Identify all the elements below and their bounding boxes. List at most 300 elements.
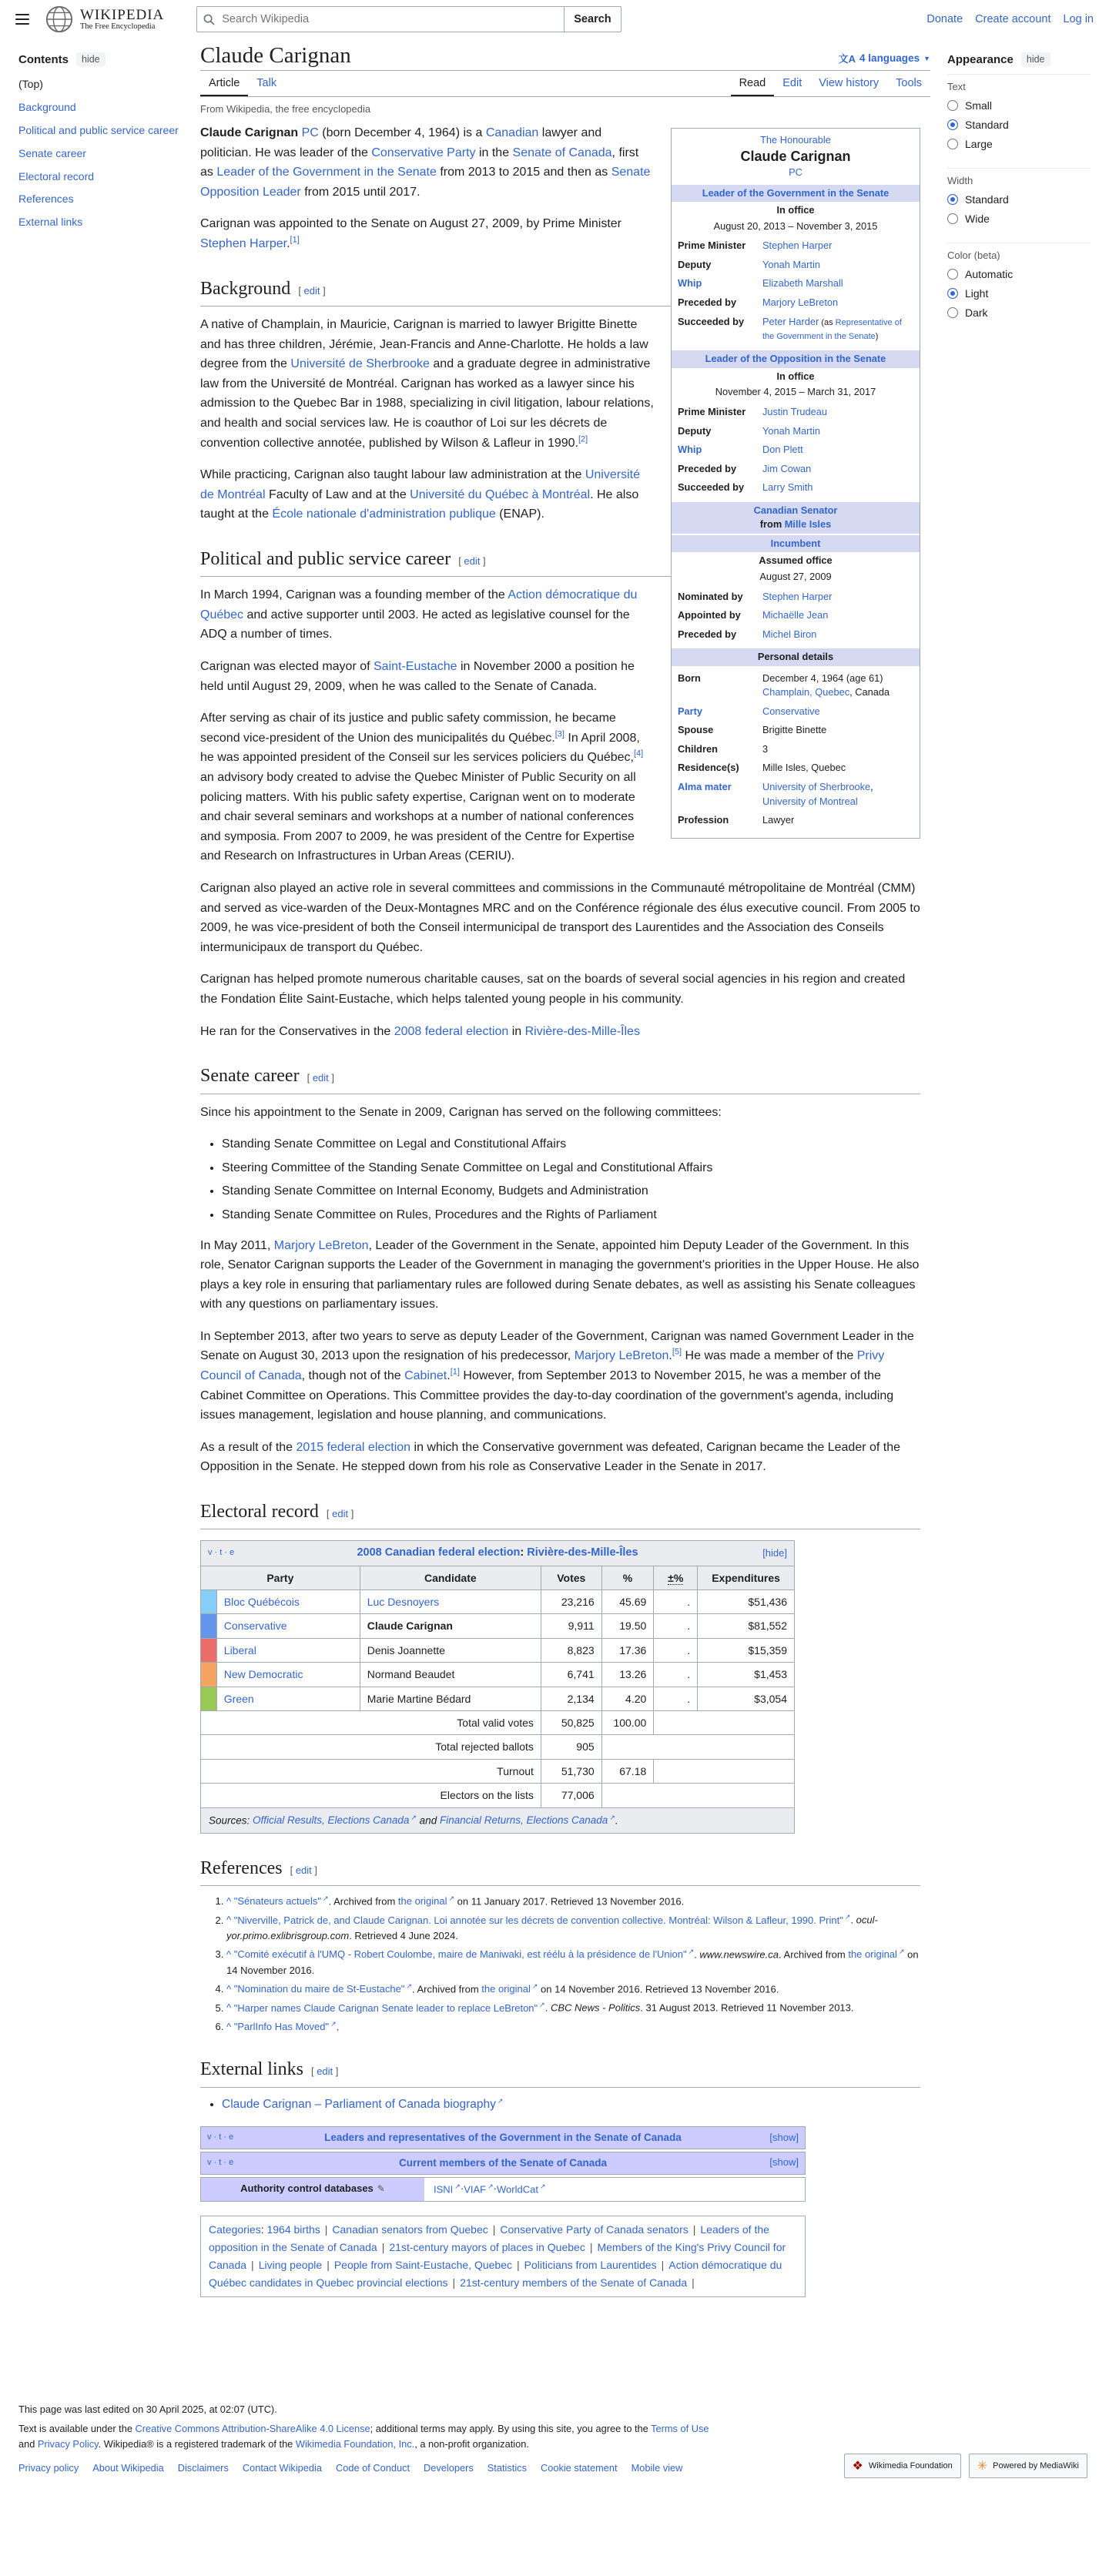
navbox-title[interactable]: Current members of the Senate of Canada [398, 2157, 608, 2169]
link[interactable]: ↗ [531, 1981, 538, 1990]
link[interactable]: "Harper names Claude Carignan Senate leader to replace LeBreton" ↗ [233, 2001, 545, 2014]
infobox-in-office-label: In office [776, 370, 815, 382]
appearance-group [947, 243, 1091, 333]
link[interactable]: Champlain, Quebec [762, 686, 850, 698]
link[interactable]: "Comité exécutif à l'UMQ - Robert Coulombe, maire de Maniwaki, est réélu à la présidence de l'Union" ↗ [233, 1948, 695, 1961]
committee-list [200, 1134, 920, 1224]
toc-hide-button[interactable]: hide [76, 52, 106, 66]
link[interactable]: Stephen Harper [200, 236, 287, 250]
text: ocul-yor.primo.exlibrisgroup.com [226, 1914, 878, 1941]
link[interactable]: ↗ [454, 2182, 461, 2190]
radio-button-icon[interactable] [947, 194, 958, 205]
link[interactable]: Conservative [223, 1620, 287, 1633]
link[interactable]: Marjory LeBreton [762, 296, 839, 308]
table-of-contents [18, 43, 183, 2297]
link[interactable]: Yonah Martin [762, 258, 820, 270]
table-hide-button[interactable]: [hide] [762, 1546, 787, 1559]
navbox-show-button[interactable]: [show] [769, 2156, 799, 2169]
edit-link[interactable]: edit [317, 2065, 333, 2078]
radio-button-icon[interactable] [947, 139, 958, 149]
link[interactable]: ↗ [330, 2019, 337, 2028]
link[interactable]: Jim Cowan [762, 462, 812, 474]
votes-cell: 23,216 [541, 1590, 601, 1614]
link[interactable]: Financial Returns, Elections Canada ↗ [439, 1813, 615, 1827]
category-link[interactable]: Politicians from Laurentides [524, 2258, 657, 2271]
infobox-office2-title[interactable]: Leader of the Opposition in the Senate [705, 353, 886, 365]
category-link[interactable]: Living people [258, 2258, 323, 2271]
link[interactable]: Whip [678, 277, 702, 290]
appearance-option[interactable]: Standard [947, 193, 1091, 206]
link[interactable]: the original ↗ [848, 1948, 905, 1961]
appearance-option[interactable]: Standard [947, 119, 1091, 131]
radio-button-icon[interactable] [947, 100, 958, 111]
pct-cell: 17.36 [601, 1638, 654, 1662]
section-heading-references: References [ edit ] [200, 1854, 920, 1886]
candidate-cell [360, 1590, 541, 1614]
link[interactable]: Alma mater [678, 780, 732, 792]
link[interactable]: ^ [226, 1948, 232, 1961]
lead-paragraph-2: Carignan was appointed to the Senate on August 27, 2009, by Prime Minister Stephen Harper.[1] [200, 217, 622, 250]
link[interactable]: Michaëlle Jean [762, 609, 829, 621]
toc-item[interactable]: Political and public service career [18, 123, 179, 136]
view-tab[interactable]: Read [731, 71, 775, 96]
link[interactable]: Representative of the Government in the Senate [762, 317, 902, 342]
infobox-row-value [762, 423, 920, 440]
infobox-row [672, 293, 920, 313]
election-table-title [262, 1544, 733, 1562]
infobox-row-label: Deputy [678, 258, 712, 270]
link[interactable]: ^ [226, 2020, 232, 2032]
footer-link[interactable]: Statistics [487, 2461, 527, 2474]
election-result-row [201, 1590, 795, 1614]
link[interactable]: 2008 Canadian federal election [357, 1546, 521, 1559]
external-links-list [200, 2095, 920, 2115]
edit-link[interactable]: edit [332, 1508, 349, 1520]
link[interactable]: Wikimedia Foundation, Inc. [295, 2437, 415, 2450]
wikimedia-foundation-badge[interactable]: ❖ Wikimedia Foundation [844, 2454, 961, 2478]
link[interactable]: Liberal [223, 1643, 256, 1656]
reference-item: 4. ^ "Nomination du maire de St-Eustache" ↗. Archived from the original ↗ on 14 November 2016. Retrieved 13 November 2016. [226, 1981, 920, 1997]
link[interactable]: Larry Smith [762, 481, 813, 494]
pct-cell: 4.20 [601, 1687, 654, 1710]
link[interactable]: Université du Québec à Montréal [410, 487, 591, 501]
toc-item[interactable]: References [18, 193, 74, 206]
paragraph: Carignan was elected mayor of Saint-Eustache in November 2000 a position he held until August 29, 2009, when he was called to the Senate of Canada. [200, 660, 635, 693]
link[interactable]: Rivière-des-Mille-Îles [524, 1024, 640, 1038]
footer-link[interactable]: About Wikipedia [92, 2461, 164, 2474]
infobox-row-label: Children [678, 742, 718, 755]
link[interactable]: Creative Commons Attribution-ShareAlike 4.0 License [135, 2423, 370, 2435]
navbox-vte-links[interactable]: v · t · e [207, 2132, 234, 2142]
votes-cell: 2,134 [541, 1687, 601, 1710]
link[interactable]: Bloc Québécois [223, 1596, 300, 1609]
tab[interactable]: Article [200, 71, 248, 96]
category-link[interactable]: People from Saint-Eustache, Quebec [333, 2258, 512, 2271]
appearance-option[interactable]: Large [947, 138, 1091, 150]
link[interactable]: ↗ [410, 1813, 417, 1821]
infobox-row [672, 313, 920, 347]
search-icon [203, 14, 215, 25]
infobox-in-office-label: In office [776, 204, 815, 216]
infobox-row-value [762, 461, 920, 478]
link[interactable]: ↗ [323, 1894, 329, 1903]
link[interactable]: Rivière-des-Mille-Îles [527, 1546, 638, 1559]
infobox-senator-title [672, 502, 920, 534]
link[interactable]: ↗ [539, 2001, 545, 2009]
change-cell: . [654, 1638, 698, 1662]
link[interactable]: Canadian Senator [753, 504, 838, 516]
appearance-panel [947, 43, 1091, 2297]
link[interactable]: ↗ [539, 2182, 546, 2190]
infobox-row-value [762, 441, 920, 459]
link[interactable]: 2008 federal election [394, 1024, 509, 1038]
infobox-row-value [762, 703, 920, 721]
user-links [926, 13, 1094, 25]
section-heading-electoral-record: Electoral record [ edit ] [200, 1497, 920, 1529]
appearance-title: Appearance [947, 52, 1014, 66]
mediawiki-logo-icon: ✳ [977, 2459, 988, 2473]
link[interactable]: ^ [226, 1914, 232, 1926]
link[interactable]: Michel Biron [762, 628, 817, 640]
link[interactable]: Senate Opposition Leader [200, 166, 651, 199]
votes-cell: 9,911 [541, 1614, 601, 1638]
infobox-row-value [762, 237, 920, 255]
candidate-cell [360, 1614, 541, 1638]
categories-bar: Categories: 1964 births | Canadian senators from Quebec | Conservative Party of Canada senators | Leaders of the opposition in the Senate of Canada | 21st-century mayors of places in Quebec | Members of the King's Privy Council for Canada | Living people | People from Saint-Eustache, Quebec | Politicians from Laurentides | Action démocratique du Québec candidates in Quebec provincial elections | 21st-century members of the Senate of Canada | [200, 2216, 806, 2297]
globe-icon [45, 5, 74, 34]
infobox-row [672, 625, 920, 645]
link[interactable]: [5] [672, 1348, 682, 1358]
category-link[interactable]: Conservative Party of Canada senators [500, 2223, 689, 2236]
paragraph: He ran for the Conservatives in the 2008 federal election in Rivière-des-Mille-Îles [200, 1024, 640, 1038]
footer-link[interactable]: Cookie statement [540, 2461, 618, 2474]
link[interactable]: Yonah Martin [762, 424, 820, 437]
infobox-row-label: Nominated by [678, 590, 743, 602]
paragraph: In September 2013, after two years to serve as deputy Leader of the Government, Carignan was named Government Leader in the Senate on August 30, 2013 upon the resignation of his predecessor, Marjory LeBreton.[5] He was made a member of the Privy Council of Canada, though not of the Cabinet.[1] However, from September 2013 to November 2015, he was a member of the Cabinet Committee on Operations. This Committee provides the day-to-day coordination of the government's agenda, including issues management, legislation and house planning, and communications. [200, 1329, 914, 1422]
search-button[interactable]: Search [565, 6, 621, 32]
search-input[interactable] [220, 12, 558, 26]
link[interactable]: [4] [633, 749, 644, 759]
link[interactable]: ↗ [497, 2096, 504, 2105]
change-cell: . [654, 1663, 698, 1687]
link[interactable]: ↗ [406, 1981, 412, 1990]
link[interactable]: VIAF ↗ [464, 2182, 494, 2195]
appearance-group-label: Color (beta) [947, 250, 1000, 261]
link[interactable]: Marjory LeBreton [574, 1349, 669, 1363]
footer-link[interactable]: Privacy policy [18, 2461, 79, 2474]
view-tab[interactable]: Tools [896, 77, 922, 89]
edit-at-wikidata-icon[interactable]: ✎ [377, 2182, 385, 2194]
infobox-row [672, 422, 920, 441]
category-separator: | [251, 2258, 254, 2271]
link[interactable]: Conservative Party [371, 146, 476, 159]
infobox-row-label: Spouse [678, 724, 714, 736]
link[interactable]: Université de Montréal [200, 468, 640, 501]
link[interactable]: Official Results, Elections Canada ↗ [253, 1813, 417, 1827]
expenditures-cell: $1,453 [698, 1663, 795, 1687]
appearance-option[interactable]: Dark [947, 307, 1091, 319]
link[interactable]: ↗ [844, 1913, 851, 1921]
edit-link[interactable]: edit [312, 1072, 329, 1084]
link[interactable]: [2] [578, 434, 588, 444]
link[interactable]: ↗ [898, 1948, 905, 1956]
party-color-swatch [201, 1590, 217, 1614]
footer-link[interactable]: Developers [424, 2461, 474, 2474]
candidate-cell: Normand Beaudet [360, 1663, 541, 1687]
infobox-honorific[interactable]: The Honourable [760, 134, 831, 146]
infobox-row [672, 403, 920, 422]
page-title: Claude Carignan [200, 43, 351, 68]
link[interactable]: Saint-Eustache [374, 660, 457, 674]
link[interactable]: [1] [290, 235, 300, 245]
wikipedia-logo[interactable] [45, 5, 164, 34]
pct-cell: 13.26 [601, 1663, 654, 1687]
infobox-office1-title[interactable]: Leader of the Government in the Senate [702, 186, 890, 199]
change-cell: . [654, 1687, 698, 1710]
link[interactable]: Canadian [485, 126, 539, 139]
toc-item[interactable]: Electoral record [18, 169, 95, 183]
category-separator: | [516, 2258, 520, 2271]
link[interactable]: "ParlInfo Has Moved" ↗ [233, 2019, 337, 2032]
infobox-row-label: Preceded by [678, 628, 737, 640]
text: ) [875, 332, 879, 342]
infobox-row [672, 721, 920, 740]
authority-control-box [200, 2177, 806, 2202]
link[interactable]: ↗ [487, 2182, 494, 2190]
top-link[interactable]: Create account [975, 13, 1051, 25]
infobox-row-value: Mille Isles, Quebec [762, 762, 846, 774]
link[interactable]: [1] [450, 1367, 460, 1377]
infobox-row [672, 778, 920, 811]
wikimedia-logo-icon: ❖ [852, 2459, 863, 2473]
category-separator: | [692, 2223, 696, 2236]
navbox-vte-links[interactable]: v · t · e [207, 2158, 234, 2168]
party-cell [216, 1687, 360, 1710]
link[interactable]: Conservative [762, 705, 820, 717]
powered-by-mediawiki-badge[interactable]: ✳ Powered by MediaWiki [969, 2454, 1087, 2478]
column-header-party: Party [201, 1566, 360, 1589]
expenditures-cell: $3,054 [698, 1687, 795, 1710]
link[interactable]: Claude Carignan – Parliament of Canada biography ↗ [222, 2096, 504, 2111]
infobox-row [672, 740, 920, 759]
category-link[interactable]: Members of the King's Privy Council for Canada [209, 2240, 786, 2271]
link[interactable]: ↗ [688, 1948, 695, 1956]
navboxes [200, 2126, 806, 2201]
link[interactable]: "Nomination du maire de St-Eustache" ↗ [233, 1981, 412, 1995]
infobox-row [672, 440, 920, 460]
link[interactable]: ↗ [448, 1894, 455, 1903]
lead-paragraph-1: Claude Carignan PC (born December 4, 1964) is a Canadian lawyer and politician. He was leader of the Conservative Party in the Senate of Canada, first as Leader of the Government in the Senate from 2013 to 2015 and then as Senate Opposition Leader from 2015 until 2017. [200, 126, 651, 199]
link[interactable]: WorldCat ↗ [496, 2182, 546, 2195]
text: Claude Carignan [200, 126, 299, 139]
toc-item[interactable]: Senate career [18, 146, 86, 159]
appearance-group-label: Width [947, 175, 973, 186]
edit-link[interactable]: edit [464, 554, 481, 567]
total-valid-votes-row: Total valid votes 50,825 100.00 [201, 1710, 795, 1734]
toc-item-top[interactable]: (Top) [18, 78, 43, 90]
category-separator: | [492, 2223, 496, 2236]
link[interactable]: New Democratic [223, 1668, 303, 1681]
expenditures-cell: $15,359 [698, 1638, 795, 1662]
languages-button[interactable]: 文A 4 languages ▼ [838, 52, 930, 65]
text: from [759, 518, 785, 531]
navbox-show-button[interactable]: [show] [769, 2131, 799, 2143]
reference-item: 5. ^ "Harper names Claude Carignan Senate leader to replace LeBreton" ↗. CBC News - Politics. 31 August 2013. Retrieved 11 November 2013. [226, 2000, 920, 2015]
toc-item[interactable]: Background [18, 100, 76, 113]
navbox-title[interactable]: Leaders and representatives of the Government in the Senate of Canada [324, 2132, 682, 2144]
authority-control-label: Authority control databases ✎ [201, 2178, 424, 2201]
link[interactable]: Privacy Policy [37, 2437, 99, 2450]
link[interactable]: Peter Harder [762, 315, 819, 327]
link[interactable]: Privy Council of Canada [200, 1349, 885, 1383]
link[interactable]: Party [678, 705, 703, 717]
navbox-vte-links[interactable]: v · t · e [208, 1548, 235, 1558]
link[interactable]: "Niverville, Patrick de, and Claude Carignan. Loi annotée sur les décrets de convention collective. Montréal: Wilson & Lafleur, 1990. Print" ↗ [233, 1913, 851, 1926]
text: CBC News - Politics [550, 2002, 641, 2014]
edit-link[interactable]: edit [303, 284, 320, 296]
edit-link[interactable]: edit [295, 1864, 312, 1876]
link[interactable]: ISNI ↗ [434, 2182, 461, 2195]
votes-cell: 8,823 [541, 1638, 601, 1662]
hamburger-menu-icon[interactable] [15, 14, 29, 25]
category-link[interactable]: 1964 births [266, 2223, 320, 2236]
radio-button-icon[interactable] [947, 288, 958, 299]
link[interactable]: PC [301, 126, 319, 139]
link[interactable]: Terms of Use [651, 2423, 709, 2435]
radio-button-icon[interactable] [947, 119, 958, 130]
appearance-option[interactable]: Light [947, 287, 1091, 300]
link[interactable]: "Sénateurs actuels" ↗ [233, 1894, 329, 1908]
change-cell: . [654, 1590, 698, 1614]
tab[interactable]: Talk [256, 77, 277, 89]
appearance-option[interactable]: Small [947, 99, 1091, 112]
appearance-option[interactable]: Automatic [947, 268, 1091, 280]
reference-item: 2. ^ "Niverville, Patrick de, and Claude Carignan. Loi annotée sur les décrets de convention collective. Montréal: Wilson & Lafleur, 1990. Print" ↗. ocul-yor.primo.exlibrisgroup.com. Retrieved 4 June 2024. [226, 1912, 920, 1944]
link[interactable]: Cabinet [404, 1369, 447, 1383]
section-heading-senate-career: Senate career [ edit ] [200, 1061, 920, 1094]
election-result-row [201, 1638, 795, 1662]
view-tab[interactable]: Edit [782, 77, 802, 89]
section-heading-background: Background [ edit ] [200, 274, 920, 307]
radio-button-icon[interactable] [947, 307, 958, 318]
link[interactable]: ^ [226, 2002, 232, 2014]
reference-item: 6. ^ "ParlInfo Has Moved" ↗. [226, 2019, 920, 2035]
candidate-cell: Denis Joannette [360, 1638, 541, 1662]
view-tab[interactable]: View history [819, 77, 879, 89]
committee-list-item: • Standing Senate Committee on Internal Economy, Budgets and Administration [222, 1181, 920, 1201]
page-footer [0, 2390, 1109, 2494]
infobox-row-label [672, 703, 762, 721]
link[interactable]: University of Montreal [762, 795, 858, 807]
link[interactable]: Justin Trudeau [762, 406, 827, 418]
link[interactable]: Senate of Canada [512, 146, 612, 159]
paragraph: Carignan has helped promote numerous charitable causes, sat on the boards of several social agencies in his region and created the Fondation Élite Saint-Eustache, which helps talented young people in his community. [200, 973, 906, 1006]
appearance-hide-button[interactable]: hide [1021, 52, 1050, 66]
link[interactable]: [3] [554, 729, 565, 739]
link[interactable]: ↗ [609, 1813, 615, 1821]
link[interactable]: 2015 federal election [296, 1440, 411, 1454]
link[interactable]: Whip [678, 444, 702, 456]
link[interactable]: Université de Sherbrooke [290, 357, 430, 371]
infobox-row-label: Succeeded by [678, 315, 745, 327]
appearance-option[interactable]: Wide [947, 213, 1091, 225]
link[interactable]: the original ↗ [397, 1894, 455, 1908]
link[interactable]: ^ [226, 1983, 232, 1995]
infobox-row-value: 3 [762, 742, 769, 755]
infobox-row [672, 669, 920, 702]
column-header-votes: Votes [541, 1566, 601, 1589]
last-edited-note: This page was last edited on 30 April 2025, at 02:07 (UTC). [18, 2403, 277, 2416]
infobox-row-value [762, 588, 920, 606]
link[interactable]: Mille Isles [784, 518, 832, 531]
appearance-group [947, 74, 1091, 165]
footer-link[interactable]: Contact Wikipedia [242, 2461, 322, 2474]
category-link[interactable]: Action démocratique du Québec candidates in Quebec provincial elections [209, 2258, 782, 2290]
footer-link[interactable]: Mobile view [631, 2461, 683, 2474]
link[interactable]: Green [223, 1692, 254, 1705]
infobox-assumed-office-label: Assumed office [759, 554, 833, 567]
link[interactable]: Marjory LeBreton [273, 1238, 369, 1252]
infobox-row [672, 759, 920, 778]
link[interactable]: ^ [226, 1895, 232, 1908]
appearance-group [947, 168, 1091, 240]
link[interactable]: Luc Desnoyers [367, 1596, 440, 1609]
link[interactable]: Leader of the Government in the Senate [216, 166, 437, 179]
link[interactable]: École nationale d'administration publique [272, 507, 496, 521]
infobox-row [672, 236, 920, 256]
footer-link[interactable]: Disclaimers [177, 2461, 229, 2474]
expenditures-cell: $81,552 [698, 1614, 795, 1638]
paragraph: Since his appointment to the Senate in 2009, Carignan has served on the following committees: [200, 1105, 722, 1119]
footer-link[interactable]: Code of Conduct [335, 2461, 410, 2474]
link[interactable]: Don Plett [762, 444, 803, 456]
change-cell: . [654, 1614, 698, 1638]
party-cell [216, 1614, 360, 1638]
top-link[interactable]: Log in [1063, 13, 1094, 25]
link[interactable]: Stephen Harper [762, 590, 833, 602]
category-link[interactable]: 21st-century members of the Senate of Canada [460, 2276, 688, 2290]
link[interactable]: the original ↗ [481, 1981, 538, 1995]
logo-tagline: The Free Encyclopedia [80, 22, 156, 32]
text: (as [819, 317, 836, 327]
category-link[interactable]: 21st-century mayors of places in Quebec [389, 2240, 585, 2253]
party-cell [216, 1590, 360, 1614]
section-heading-external-links: External links [ edit ] [200, 2055, 920, 2087]
radio-button-icon[interactable] [947, 213, 958, 224]
link[interactable]: University of Sherbrooke [762, 780, 871, 792]
category-link[interactable]: Canadian senators from Quebec [332, 2223, 488, 2236]
pct-cell: 19.50 [601, 1614, 654, 1638]
committee-list-item: • Standing Senate Committee on Legal and Constitutional Affairs [222, 1134, 920, 1154]
table-sources-row: Sources: Official Results, Elections Canada ↗ and Financial Returns, Elections Canada ↗. [201, 1807, 795, 1833]
infobox-incumbent[interactable]: Incumbent [770, 537, 821, 549]
category-link[interactable]: Leaders of the opposition in the Senate of Canada [209, 2223, 769, 2253]
radio-button-icon[interactable] [947, 269, 958, 280]
infobox-row-label [672, 275, 762, 293]
total-rejected-ballots-row: Total rejected ballots 905 [201, 1735, 795, 1759]
link[interactable]: Action démocratique du Québec [200, 588, 638, 621]
top-link[interactable]: Donate [926, 13, 963, 25]
link[interactable]: Stephen Harper [762, 240, 833, 252]
category-separator: | [589, 2240, 593, 2253]
column-header-pct: % [601, 1566, 654, 1589]
link[interactable]: Elizabeth Marshall [762, 277, 843, 290]
toc-item[interactable]: External links [18, 216, 83, 229]
infobox-post-nominal[interactable]: PC [789, 166, 802, 179]
column-header-change: ±% [654, 1566, 698, 1589]
infobox-row-label: Residence(s) [678, 762, 739, 774]
categories-label[interactable]: Categories [209, 2223, 261, 2236]
